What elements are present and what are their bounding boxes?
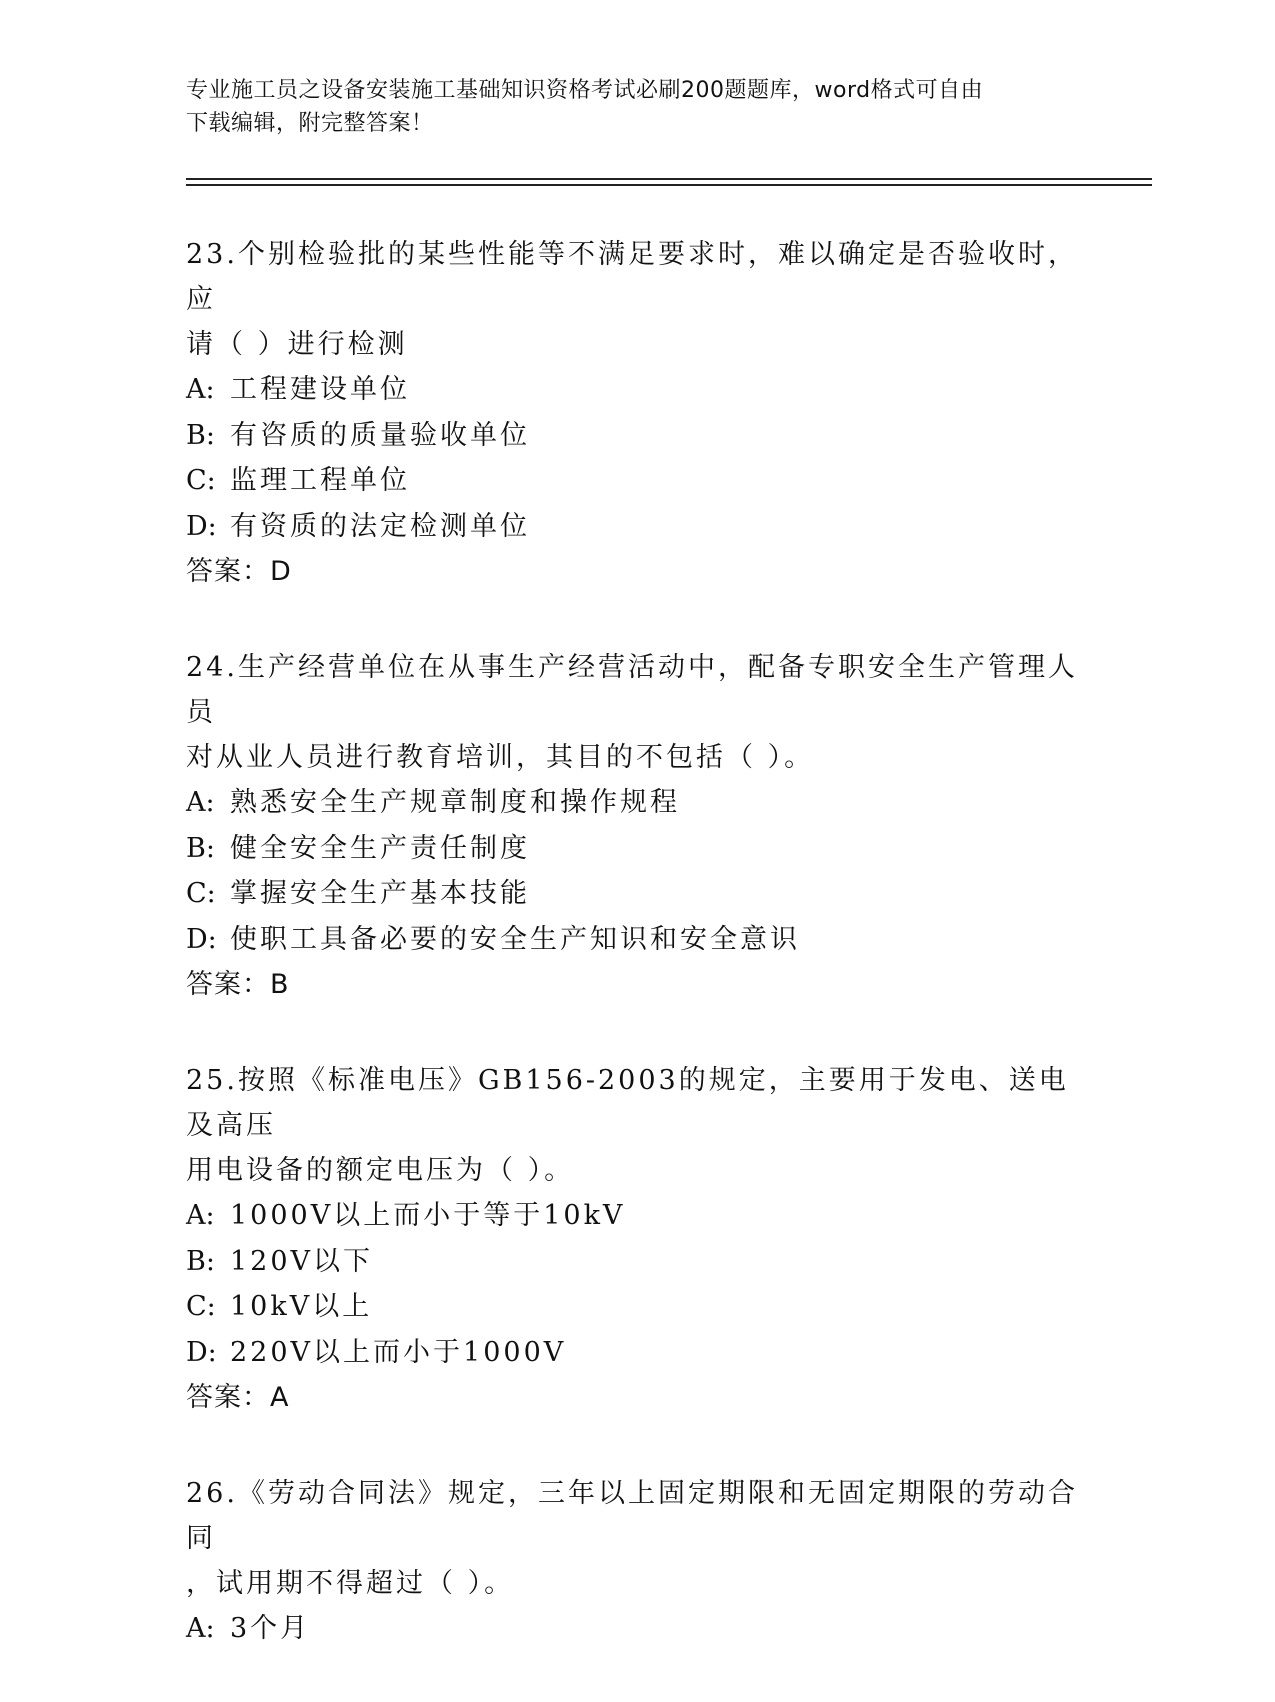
option-letter: B: (186, 1245, 215, 1277)
question-23 (186, 232, 1086, 595)
option-letter: A: (186, 1200, 215, 1231)
question-25 (186, 1058, 1086, 1421)
option-letter: C: (186, 465, 216, 496)
answer-line: 答案：D (186, 556, 292, 587)
option-text: 熟悉安全生产规章制度和操作规程 (230, 787, 680, 818)
question-list (186, 232, 1086, 1702)
option-a (186, 1193, 1086, 1239)
option-letter: C: (186, 1291, 216, 1322)
option-text: 1000V以上而小于等于10kV (230, 1200, 626, 1231)
option-letter: B: (186, 419, 215, 451)
option-c (186, 1284, 1086, 1330)
header-divider-top (186, 178, 1152, 180)
question-stem-line-1: 25.按照《标准电压》GB156-2003的规定，主要用于发电、送电及高压 (186, 1065, 1069, 1141)
answer-line: 答案：B (186, 969, 290, 1000)
option-b (186, 1239, 1086, 1285)
option-letter: C: (186, 878, 216, 909)
question-24 (186, 645, 1086, 1008)
option-text: 有咨质的质量验收单位 (230, 419, 530, 451)
question-stem-line-1: 24.生产经营单位在从事生产经营活动中，配备专职安全生产管理人员 (186, 652, 1078, 728)
option-letter: A: (186, 1613, 215, 1644)
option-letter: A: (186, 787, 215, 818)
option-text: 220V以上而小于1000V (230, 1336, 567, 1368)
header-line-2: 下载编辑，附完整答案！ (186, 111, 434, 136)
question-stem-line-2: 用电设备的额定电压为（ ）。 (186, 1155, 575, 1186)
option-letter: B: (186, 832, 215, 864)
question-stem-line-2: ，试用期不得超过（ ）。 (186, 1568, 515, 1599)
option-text: 使职工具备必要的安全生产知识和安全意识 (230, 923, 800, 955)
question-stem (186, 645, 1086, 780)
option-text: 10kV以上 (230, 1291, 373, 1322)
question-stem (186, 1058, 1086, 1193)
question-stem (186, 1471, 1086, 1606)
option-d (186, 1330, 1086, 1376)
option-c (186, 871, 1086, 917)
option-b (186, 413, 1086, 459)
document-header (186, 74, 1066, 140)
question-stem-line-1: 26.《劳动合同法》规定，三年以上固定期限和无固定期限的劳动合同 (186, 1478, 1078, 1554)
option-a (186, 1606, 1086, 1652)
header-divider-bottom (186, 184, 1152, 186)
question-stem-line-1: 23.个别检验批的某些性能等不满足要求时，难以确定是否验收时，应 (186, 239, 1078, 315)
option-a (186, 367, 1086, 413)
option-text: 3个月 (230, 1613, 311, 1644)
option-d (186, 917, 1086, 963)
option-letter: A: (186, 374, 215, 405)
option-letter: D: (186, 923, 217, 955)
option-letter: D: (186, 510, 217, 542)
option-b (186, 826, 1086, 872)
header-line-1: 专业施工员之设备安装施工基础知识资格考试必刷200题题库，word格式可自由 (186, 78, 984, 103)
option-text: 健全安全生产责任制度 (230, 832, 530, 864)
option-text: 掌握安全生产基本技能 (230, 878, 530, 909)
option-text: 120V以下 (230, 1245, 374, 1277)
option-text: 工程建设单位 (230, 374, 410, 405)
option-d (186, 504, 1086, 550)
question-stem-line-2: 对从业人员进行教育培训，其目的不包括（ ）。 (186, 742, 815, 773)
option-letter: D: (186, 1336, 217, 1368)
question-stem-line-2: 请（ ）进行检测 (186, 329, 408, 360)
answer-line: 答案：A (186, 1382, 290, 1413)
option-a (186, 780, 1086, 826)
option-text: 有资质的法定检测单位 (230, 510, 530, 542)
option-text: 监理工程单位 (230, 465, 410, 496)
question-stem (186, 232, 1086, 367)
question-26 (186, 1471, 1086, 1652)
option-c (186, 458, 1086, 504)
